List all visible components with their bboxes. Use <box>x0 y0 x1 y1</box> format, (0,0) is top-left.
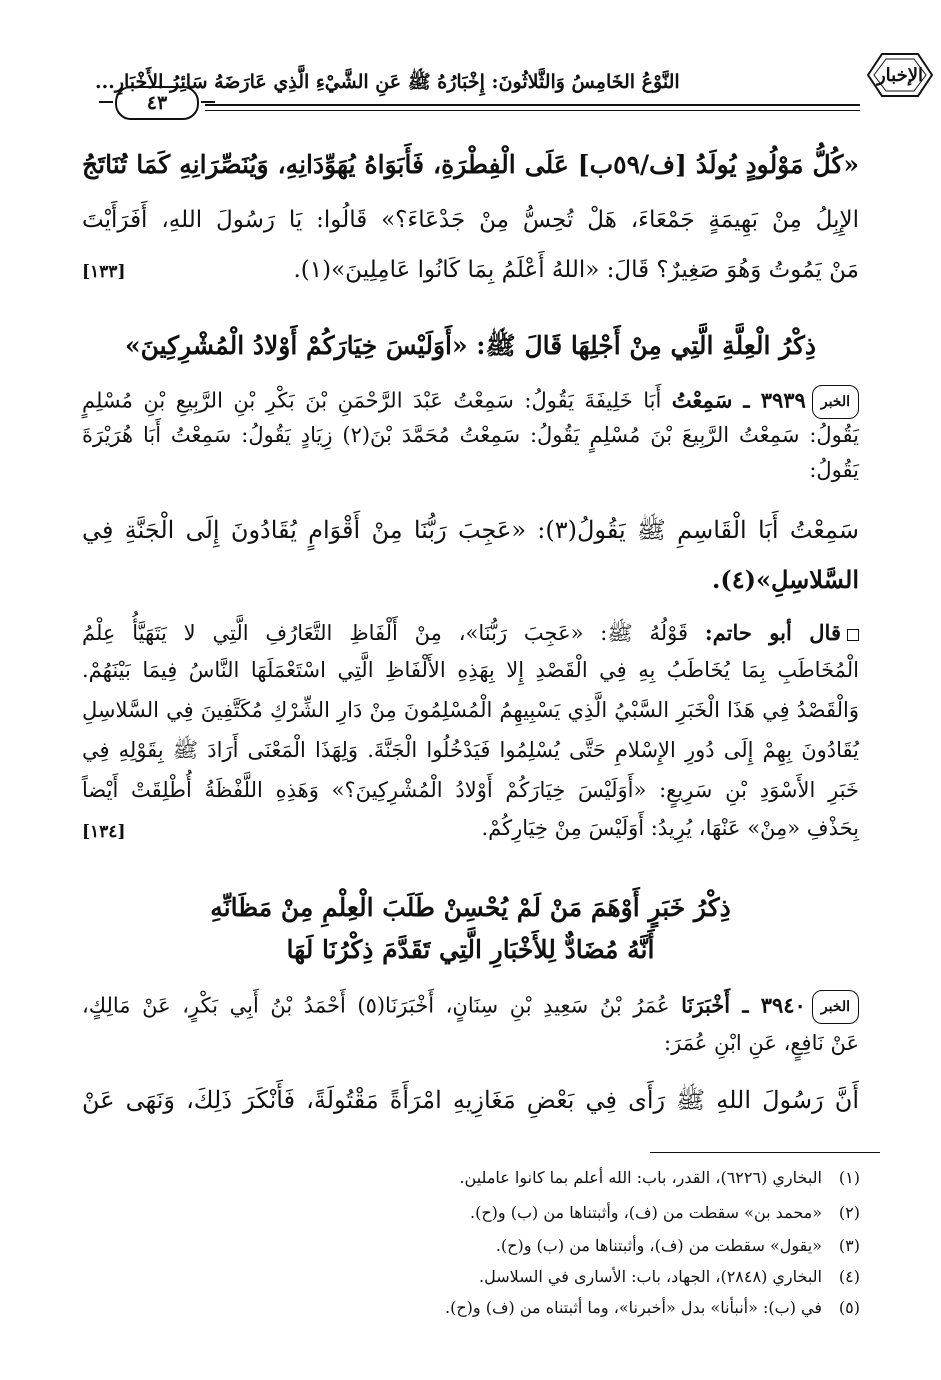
hadith-number: ٣٩٤٠ ـ أَخْبَرَنَا <box>681 992 806 1018</box>
commentary-line: بِحَذْفِ «مِنْ» عَنْهَا، يُرِيدُ: أَوَلَيْسَ مِنْ خِيَارِكُمْ. <box>481 816 859 840</box>
footnote-text: «محمد بن» سقطت من (ف)، وأثبتناها من (ب) و(ح). <box>470 1203 822 1222</box>
footnote-rule <box>650 1152 880 1153</box>
text-line: «كُلُّ مَوْلُودٍ يُولَدُ [ف/٥٩ب] عَلَى الْفِطْرَةِ، فَأَبَوَاهُ يُهَوِّدَانِهِ، وَيُنَصِّرَانِهِ كَمَا تُنَاتَجُ <box>82 150 859 179</box>
commentary-line: الْمُخَاطَبِ بِمَا يُخَاطَبُ بِهِ فِي الْقَصْدِ إِلا بِهَذِهِ الأَلْفَاظِ الَّتِي اسْتَعْمَلَهَا النَّاسُ فِيمَا بَيْنَهُمْ. <box>82 658 859 682</box>
page-number-text: ٤٣ <box>146 92 168 114</box>
book-label-badge <box>858 42 941 108</box>
hadith-number: ٣٩٣٩ ـ سَمِعْتُ <box>671 387 806 413</box>
footnote-number: (٢) <box>838 1203 860 1222</box>
footnote-number: (٥) <box>838 1298 860 1317</box>
footnote-text: في (ب): «أنبأنا» بدل «أخبرنا»، وما أثبتناه من (ف) و(ح). <box>445 1298 822 1317</box>
footnote-number: (٤) <box>838 1267 860 1286</box>
running-title <box>95 70 860 98</box>
commentary-lead: قال أبو حاتم: <box>704 620 841 645</box>
commentary-line: خَبَرِ الأَسْوَدِ بْنِ سَرِيعٍ: «أَوَلَيْسَ خِيَارَكُمْ أَوْلادُ الْمُشْرِكِينَ؟» وَهَذِهِ اللَّفْظَةُ أُطْلِقَتْ أَيْضاً <box>82 778 859 802</box>
isnad-line: يَقُولُ: سَمِعْتُ الرَّبِيعَ بْنَ مُسْلِمٍ يَقُولُ: سَمِعْتُ مُحَمَّدَ بْنَ(٢) زِيَادٍ يَقُولُ: سَمِعْتُ أَبَا هُرَيْرَةَ <box>82 423 859 447</box>
section-heading: أَنَّهُ مُضَادٌّ لِلأَخْبَارِ الَّتِي تَقَدَّمَ ذِكْرُنَا لَهَا <box>286 935 655 964</box>
isnad-text: عُمَرُ بْنُ سَعِيدِ بْنِ سِنَانٍ، أَخْبَرَنَا(٥) أَحْمَدُ بْنُ أَبِي بَكْرٍ، عَنْ مَالِكٍ، <box>82 993 670 1018</box>
isnad-line <box>82 385 859 419</box>
footnote <box>300 1203 860 1222</box>
commentary-line <box>82 618 859 648</box>
footnote <box>300 1267 860 1286</box>
header-rule <box>205 104 860 106</box>
commentary-line: يُقَادُونَ بِهِمْ إِلَى دُورِ الإِسْلامِ حَتَّى يُسْلِمُوا فَيَدْخُلُوا الْجَنَّةَ. وَلِهَذَا الْمَعْنَى أَرَادَ ﷺ بِقَوْلِهِ فِي <box>82 738 859 762</box>
isnad-line <box>82 990 859 1024</box>
footnote-number: (١) <box>838 1168 860 1187</box>
reference-number: [١٣٤] <box>82 822 126 842</box>
khabar-badge: الخبر <box>812 385 859 419</box>
commentary-line: وَالْقَصْدُ فِي هَذَا الْخَبَرِ السَّبْيُ الَّذِي يَسْبِيهِمُ الْمُسْلِمُونَ مِنْ دَارِ الشِّرْكِ مُكَتَّفِينَ فِي السَّلاسِلِ <box>82 698 859 722</box>
text-line: الإِبِلُ مِنْ بَهِيمَةٍ جَمْعَاءَ، هَلْ تُحِسُّ مِنْ جَدْعَاءَ؟» قَالُوا: يَا رَسُولَ اللهِ، أَفَرَأَيْتَ <box>82 207 859 233</box>
footnote-text: البخاري (٢٨٤٨)، الجهاد، باب: الأسارى في السلاسل. <box>479 1267 822 1286</box>
khabar-badge: الخبر <box>812 990 859 1024</box>
commentary-text: قَوْلُهُ ﷺ: «عَجِبَ رَبُّنَا»، مِنْ أَلْفَاظِ التَّعَارُفِ الَّتِي لا يَتَهَيَّأُ عِلْمُ <box>82 621 689 645</box>
section-heading: ذِكْرُ الْعِلَّةِ الَّتِي مِنْ أَجْلِهَا قَالَ ﷺ: «أَوَلَيْسَ خِيَارَكُمْ أَوْلادُ الْمُشْرِكِينَ» <box>124 331 817 360</box>
section-heading: ذِكْرُ خَبَرٍ أَوْهَمَ مَنْ لَمْ يُحْسِنْ طَلَبَ الْعِلْمِ مِنْ مَظَانِّهِ <box>210 893 731 922</box>
isnad-text: أَبَا خَلِيفَةَ يَقُولُ: سَمِعْتُ عَبْدَ الرَّحْمَنِ بْنَ بَكْرِ بْنِ الرَّبِيعِ بْنِ مُسْلِمٍ <box>82 388 662 413</box>
page-header <box>95 64 923 124</box>
footnote <box>300 1168 860 1187</box>
footnote-text: «يقول» سقطت من (ف)، وأثبتناها من (ب) و(ح). <box>495 1236 822 1255</box>
page-number <box>115 86 199 120</box>
isnad-line: عَنْ نَافِعٍ، عَنِ ابْنِ عُمَرَ: <box>664 1031 859 1055</box>
footnote <box>300 1298 860 1317</box>
running-title-text: النَّوْعُ الخَامِسُ وَالثَّلاثُونَ: إِخْبَارُهُ ﷺ عَنِ الشَّيْءِ الَّذِي عَارَضَهُ سَائِرُ الأَخْبَارِ... <box>95 71 680 93</box>
footnote <box>300 1236 860 1255</box>
footnote-number: (٣) <box>838 1236 860 1255</box>
square-bullet-icon <box>847 629 859 641</box>
isnad-line: يَقُولُ: <box>809 458 859 482</box>
header-rule-thin <box>205 110 860 111</box>
reference-number: [١٣٣] <box>82 262 126 282</box>
matn-line: سَمِعْتُ أَبَا الْقَاسِمِ ﷺ يَقُولُ(٣): «عَجِبَ رَبُّنَا مِنْ أَقْوَامٍ يُقَادُونَ إِلَى الْجَنَّةِ فِي <box>82 516 859 544</box>
footnote-text: البخاري (٦٢٢٦)، القدر، باب: الله أعلم بما كانوا عاملين. <box>459 1168 822 1187</box>
text-line: مَنْ يَمُوتُ وَهُوَ صَغِيرٌ؟ قَالَ: «اللهُ أَعْلَمُ بِمَا كَانُوا عَامِلِينَ»(١). <box>293 257 859 283</box>
matn-line: أَنَّ رَسُولَ اللهِ ﷺ رَأَى فِي بَعْضِ مَغَازِيهِ امْرَأَةً مَقْتُولَةً، فَأَنْكَرَ ذَلِكَ، وَنَهَى عَنْ <box>82 1086 859 1114</box>
book-label: الإخبار <box>876 64 923 86</box>
matn-line: السَّلاسِلِ»(٤). <box>712 565 859 594</box>
